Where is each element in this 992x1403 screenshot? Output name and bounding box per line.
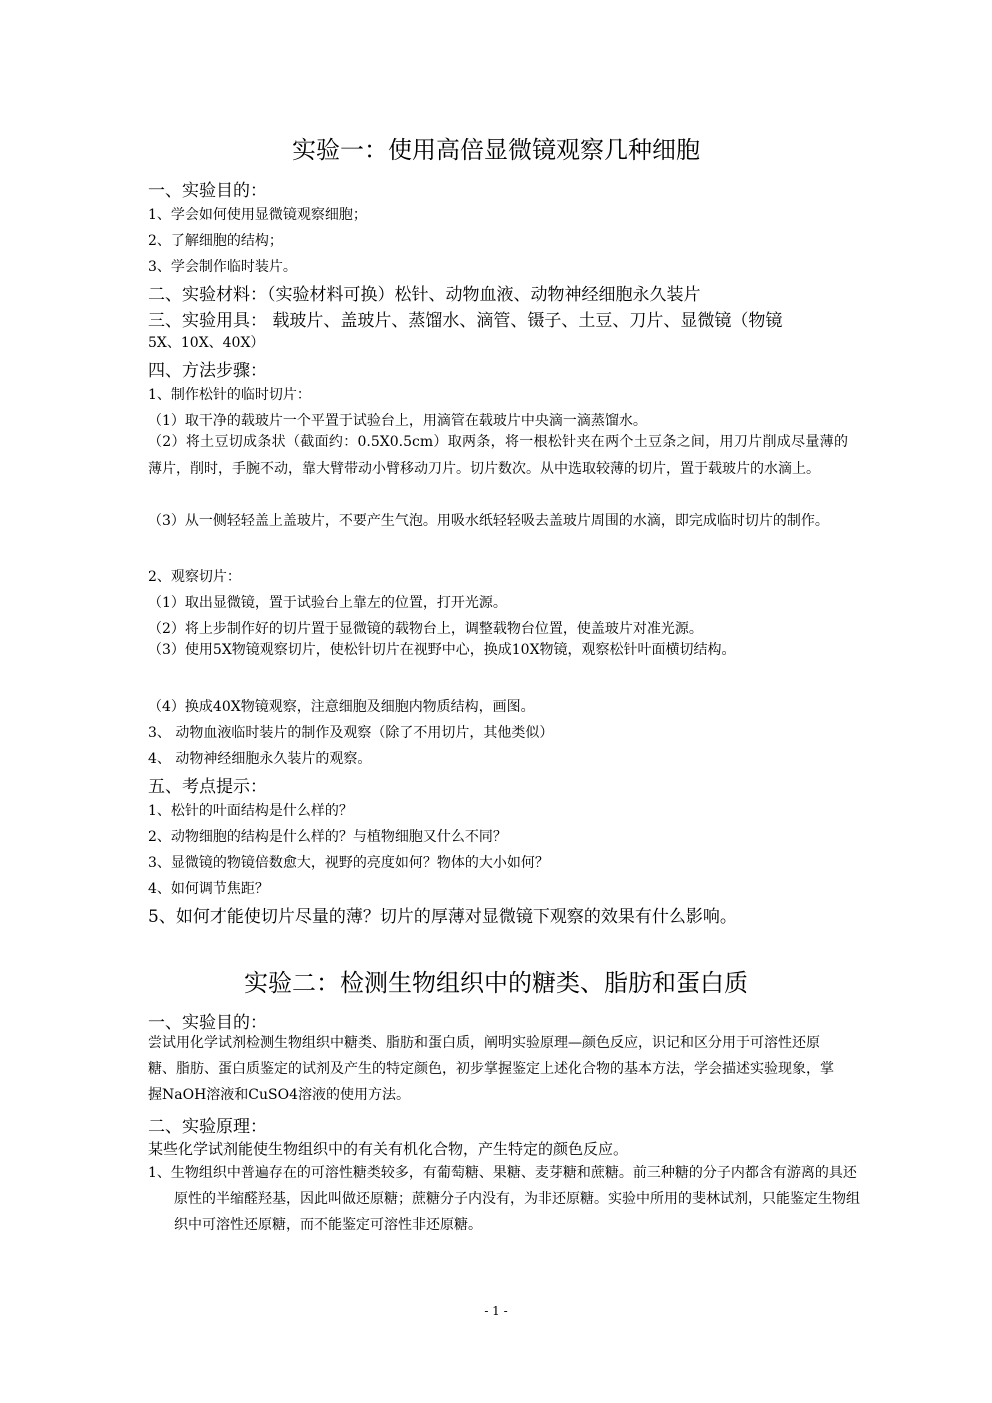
experiment1-title: 实验一：使用高倍显微镜观察几种细胞 [292,136,700,164]
exp1-materials: 二、实验材料：（实验材料可换）松针、动物血液、动物神经细胞永久装片 [148,285,701,305]
exp2-principle-item1: 1、生物组织中普遍存在的可溶性糖类较多，有葡萄糖、果糖、麦芽糖和蔗糖。前三种糖的分子内都含有游离的具还原性的半缩醛羟基，因此叫做还原糖；蔗糖分子内没有，为非还原糖。实验中所用的斐林试剂，只能鉴定生物组织中可溶性还原糖，而不能鉴定可溶性非还原糖。 [148,1165,860,1233]
exp1-step1-c: （3）从一侧轻轻盖上盖玻片，不要产生气泡。用吸水纸轻轻吸去盖玻片周围的水滴，即完成临时切片的制作。 [148,513,829,529]
exp2-objective-text: 尝试用化学试剂检测生物组织中糖类、脂肪和蛋白质，阐明实验原理—颜色反应，识记和区分用于可溶性还原糖、脂肪、蛋白质鉴定的试剂及产生的特定颜色，初步掌握鉴定上述化合物的基本方法，学会描述实验现象，掌握NaOH溶液和CuSO4溶液的使用方法。 [148,1035,834,1103]
exp1-step1-heading: 1、制作松针的临时切片： [148,387,311,403]
exp1-step2-d: （4）换成40X物镜观察，注意细胞及细胞内物质结构，画图。 [148,699,535,715]
exp1-step2-b: （2）将上步制作好的切片置于显微镜的载物台上，调整载物台位置，使盖玻片对准光源。 [148,621,703,637]
exp1-tip-item: 5、如何才能使切片尽量的薄？切片的厚薄对显微镜下观察的效果有什么影响。 [148,907,737,927]
page-number: - 1 - [484,1304,508,1318]
exp1-step2-c: （3）使用5X物镜观察切片，使松针切片在视野中心，换成10X物镜，观察松针叶面横切结构。 [148,642,736,658]
exp1-tools-line2: 5X、10X、40X） [148,335,265,351]
experiment2-title: 实验二：检测生物组织中的糖类、脂肪和蛋白质 [244,969,748,997]
exp1-objective-item: 3、学会制作临时装片。 [148,259,297,275]
exp1-objective-item: 1、学会如何使用显微镜观察细胞； [148,207,367,223]
exp1-methods-heading: 四、方法步骤： [148,361,267,381]
exp1-tip-item: 1、松针的叶面结构是什么样的？ [148,803,353,819]
exp1-step2-a: （1）取出显微镜，置于试验台上靠左的位置，打开光源。 [148,595,507,611]
exp2-objective-heading: 一、实验目的： [148,1013,267,1033]
exp1-objective-heading: 一、实验目的： [148,181,267,201]
exp1-tools-line1: 三、实验用具： 载玻片、盖玻片、蒸馏水、滴管、镊子、土豆、刀片、显微镜（物镜 [148,311,783,331]
exp1-step1-a: （1）取干净的载玻片一个平置于试验台上，用滴管在载玻片中央滴一滴蒸馏水。 [148,413,647,429]
exp1-tip-item: 4、如何调节焦距？ [148,881,269,897]
exp1-step1-b: （2）将土豆切成条状（截面约：0.5X0.5cm）取两条，将一根松针夹在两个土豆条之间，用刀片削成尽量薄的薄片，削时，手腕不动，靠大臂带动小臂移动刀片。切片数次。从中选取较薄的切片，置于载玻片的水滴上。 [148,434,848,477]
exp1-step4: 4、 动物神经细胞永久装片的观察。 [148,751,372,767]
exp2-principle-heading: 二、实验原理： [148,1117,267,1137]
exp1-step3: 3、 动物血液临时装片的制作及观察（除了不用切片，其他类似） [148,725,554,741]
exp1-tip-item: 3、显微镜的物镜倍数愈大，视野的亮度如何？物体的大小如何？ [148,855,549,871]
exp1-step2-heading: 2、观察切片： [148,569,241,585]
exp1-objective-item: 2、了解细胞的结构； [148,233,283,249]
exp1-tip-item: 2、动物细胞的结构是什么样的？与植物细胞又什么不同？ [148,829,507,845]
exp1-tips-heading: 五、考点提示： [148,777,267,797]
exp2-principle-intro: 某些化学试剂能使生物组织中的有关有机化合物，产生特定的颜色反应。 [148,1140,629,1158]
